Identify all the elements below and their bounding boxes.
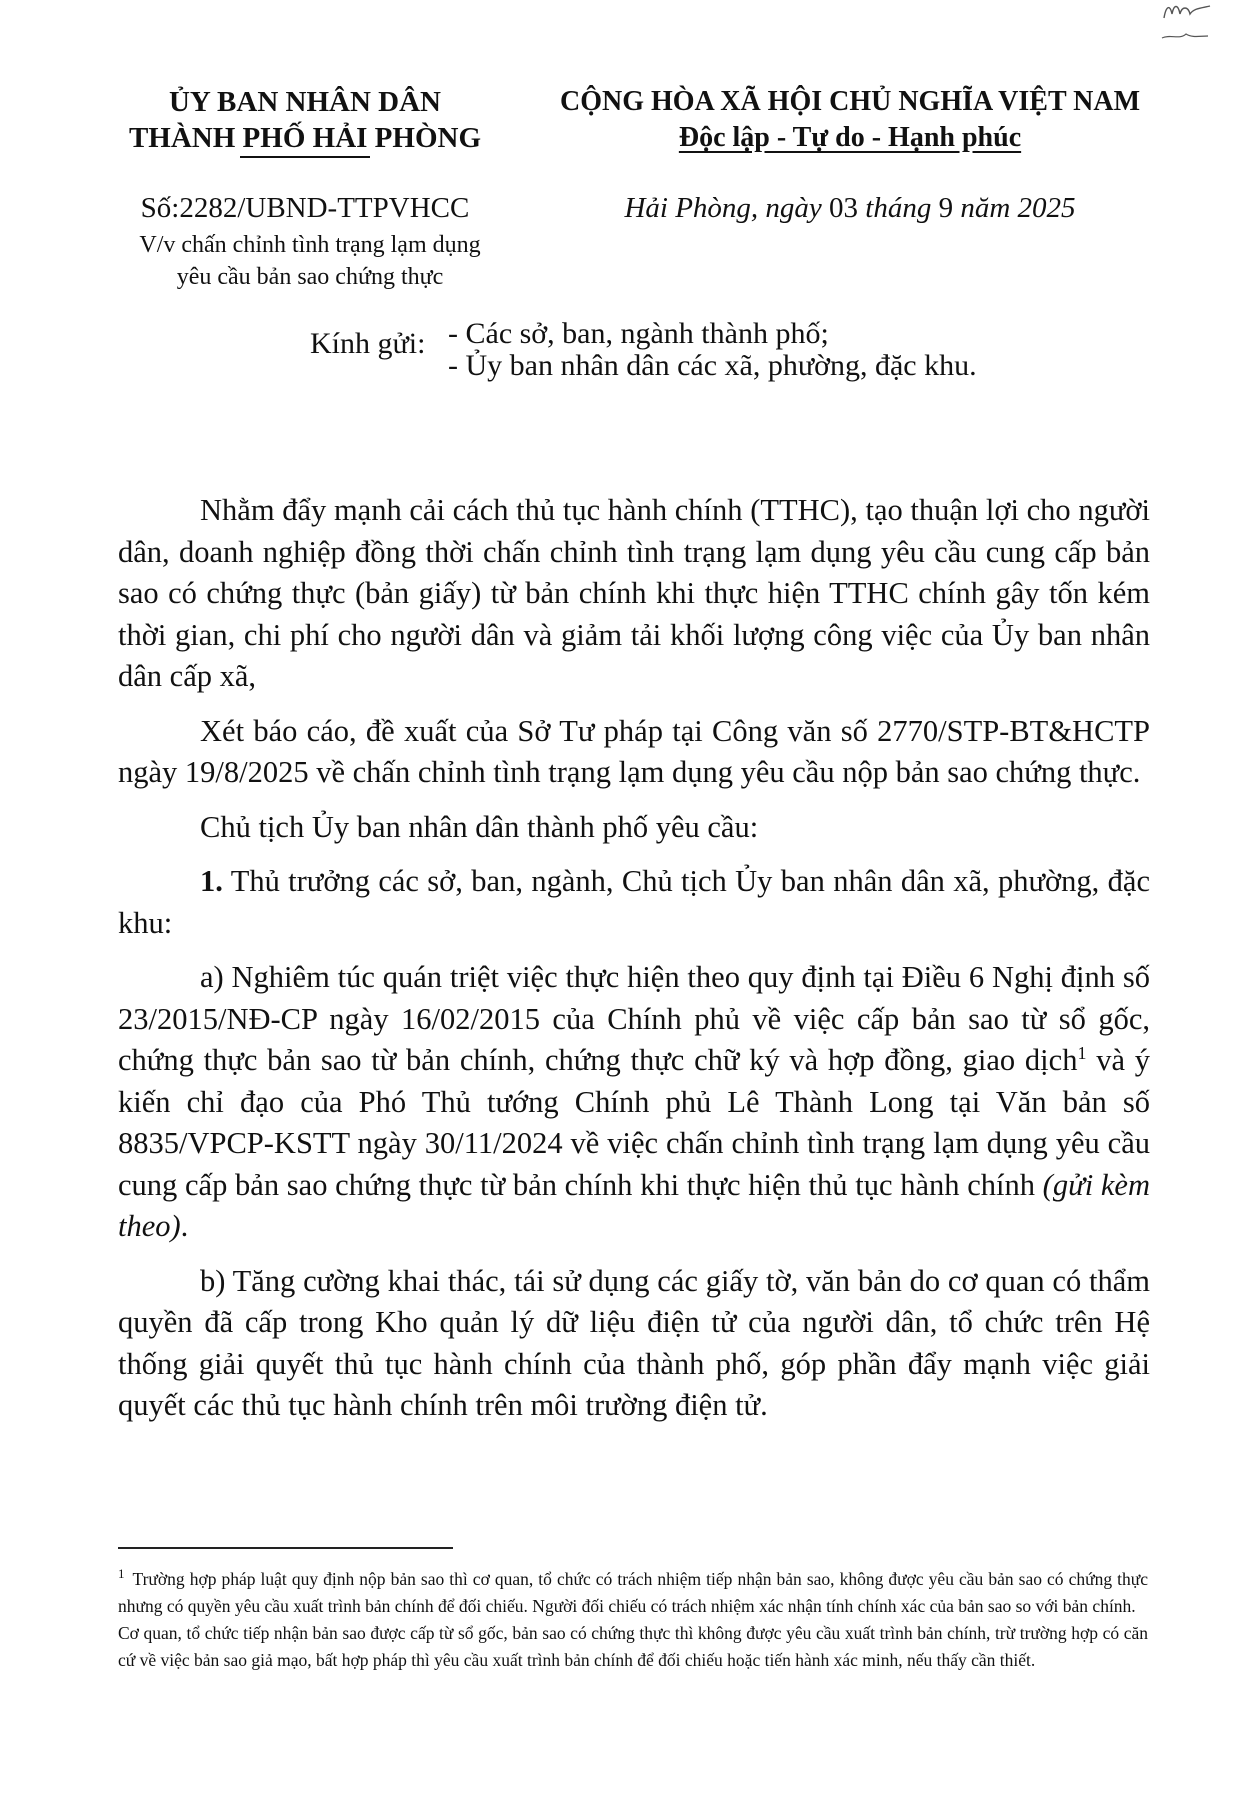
item-1-text: Thủ trưởng các sở, ban, ngành, Chủ tịch Ủy ban nhân dân xã, phường, đặc khu: bbox=[118, 864, 1150, 940]
body-paragraph-2: Xét báo cáo, đề xuất của Sở Tư pháp tại Công văn số 2770/STP-BT&HCTP ngày 19/8/2025 về chấn chỉnh tình trạng lạm dụng yêu cầu nộp bản sao chứng thực. bbox=[118, 713, 1150, 789]
document-subject bbox=[110, 229, 510, 293]
item-a-text-end: . bbox=[180, 1209, 189, 1243]
date-year: năm 2025 bbox=[953, 192, 1076, 224]
footnote-mark: 1 bbox=[118, 1566, 125, 1581]
item-a-text-middle: và ý kiến chỉ đạo của Phó Thủ tướng Chính phủ Lê Thành Long tại Văn bản số 8835/VPCP-KSTT ngày 30/11/2024 về việc chấn chỉnh tình trạng lạm dụng yêu cầu cung cấp bản sao chứng thực từ bản chính khi thực hiện thủ tục hành chính bbox=[118, 1043, 1150, 1202]
subject-line-1: V/v chấn chỉnh tình trạng lạm dụng bbox=[139, 232, 481, 258]
footnote-reference[interactable]: 1 bbox=[1077, 1042, 1087, 1063]
item-a-attachment-note: (gửi kèm theo) bbox=[118, 1167, 1150, 1243]
document-body bbox=[118, 490, 1150, 1440]
date-month-label: tháng bbox=[858, 192, 939, 224]
item-number: 1. bbox=[200, 864, 223, 898]
document-number bbox=[110, 191, 500, 225]
doc-number-suffix: /UBND-TTPVHCC bbox=[237, 192, 470, 224]
subject-line-2: yêu cầu bản sao chứng thực bbox=[176, 264, 444, 290]
handwritten-initials bbox=[1150, 0, 1220, 50]
date-place: Hải Phòng, ngày bbox=[624, 192, 830, 224]
nation-name: CỘNG HÒA XÃ HỘI CHỦ NGHĨA VIỆT NAM bbox=[559, 86, 1141, 117]
footnote bbox=[118, 1560, 1148, 1674]
issuing-organization bbox=[110, 84, 500, 156]
national-header bbox=[545, 84, 1155, 156]
footnote-paragraph-1 bbox=[118, 1560, 1148, 1620]
body-paragraph-3: Chủ tịch Ủy ban nhân dân thành phố yêu cầu: bbox=[200, 809, 759, 844]
footnote-paragraph-2: Cơ quan, tổ chức tiếp nhận bản sao được cấp từ sổ gốc, bản sao có chứng thực thì không được yêu cầu xuất trình bản chính, trừ trường hợp có căn cứ về việc bản sao giả mạo, bất hợp pháp thì yêu cầu xuất trình bản chính để đối chiếu hoặc tiến hành xác minh, nếu thấy cần thiết. bbox=[118, 1622, 1148, 1670]
issue-date bbox=[545, 191, 1155, 225]
recipient-2: - Ủy ban nhân dân các xã, phường, đặc khu. bbox=[448, 349, 977, 382]
date-day: 03 bbox=[829, 192, 859, 224]
body-paragraph-5 bbox=[118, 957, 1150, 1248]
footnote-text-1: Trường hợp pháp luật quy định nộp bản sao thì cơ quan, tổ chức có trách nhiệm tiếp nhận bản sao, không được yêu cầu bản sao có chứng thực nhưng có quyền yêu cầu xuất trình bản chính để đối chiếu. Người đối chiếu có trách nhiệm xác nhận tính chính xác của bản sao so với bản chính. bbox=[118, 1568, 1148, 1616]
date-month: 9 bbox=[938, 192, 954, 224]
national-motto: Độc lập - Tự do - Hạnh phúc bbox=[678, 122, 1022, 153]
footnote-separator bbox=[118, 1547, 453, 1549]
recipient-1: - Các sở, ban, ngành thành phố; bbox=[448, 317, 829, 350]
org-line-2: THÀNH PHỐ HẢI PHÒNG bbox=[128, 122, 482, 154]
greeting: Kính gửi: bbox=[310, 327, 426, 360]
org-line-1: ỦY BAN NHÂN DÂN bbox=[168, 86, 441, 118]
item-a-text-start: a) Nghiêm túc quán triệt việc thực hiện theo quy định tại Điều 6 Nghị định số 23/2015/NĐ-CP ngày 16/02/2015 của Chính phủ về việc cấp bản sao từ sổ gốc, chứng thực bản sao từ bản chính, chứng thực chữ ký và hợp đồng, giao dịch bbox=[118, 960, 1150, 1077]
doc-number-value: 2282 bbox=[179, 192, 238, 224]
body-paragraph-4 bbox=[118, 861, 1150, 944]
org-underline bbox=[240, 156, 370, 158]
body-paragraph-1: Nhằm đẩy mạnh cải cách thủ tục hành chính (TTHC), tạo thuận lợi cho người dân, doanh nghiệp đồng thời chấn chỉnh tình trạng lạm dụng yêu cầu cung cấp bản sao có chứng thực (bản giấy) từ bản chính khi thực hiện TTHC chính gây tốn kém thời gian, chi phí cho người dân và giảm tải khối lượng công việc của Ủy ban nhân dân cấp xã, bbox=[118, 493, 1150, 693]
doc-number-prefix: Số: bbox=[140, 192, 180, 224]
body-paragraph-6: b) Tăng cường khai thác, tái sử dụng các giấy tờ, văn bản do cơ quan có thẩm quyền đã cấp trong Kho quản lý dữ liệu điện tử của người dân, tổ chức trên Hệ thống giải quyết thủ tục hành chính của thành phố, góp phần đẩy mạnh việc giải quyết các thủ tục hành chính trên môi trường điện tử. bbox=[118, 1263, 1150, 1422]
